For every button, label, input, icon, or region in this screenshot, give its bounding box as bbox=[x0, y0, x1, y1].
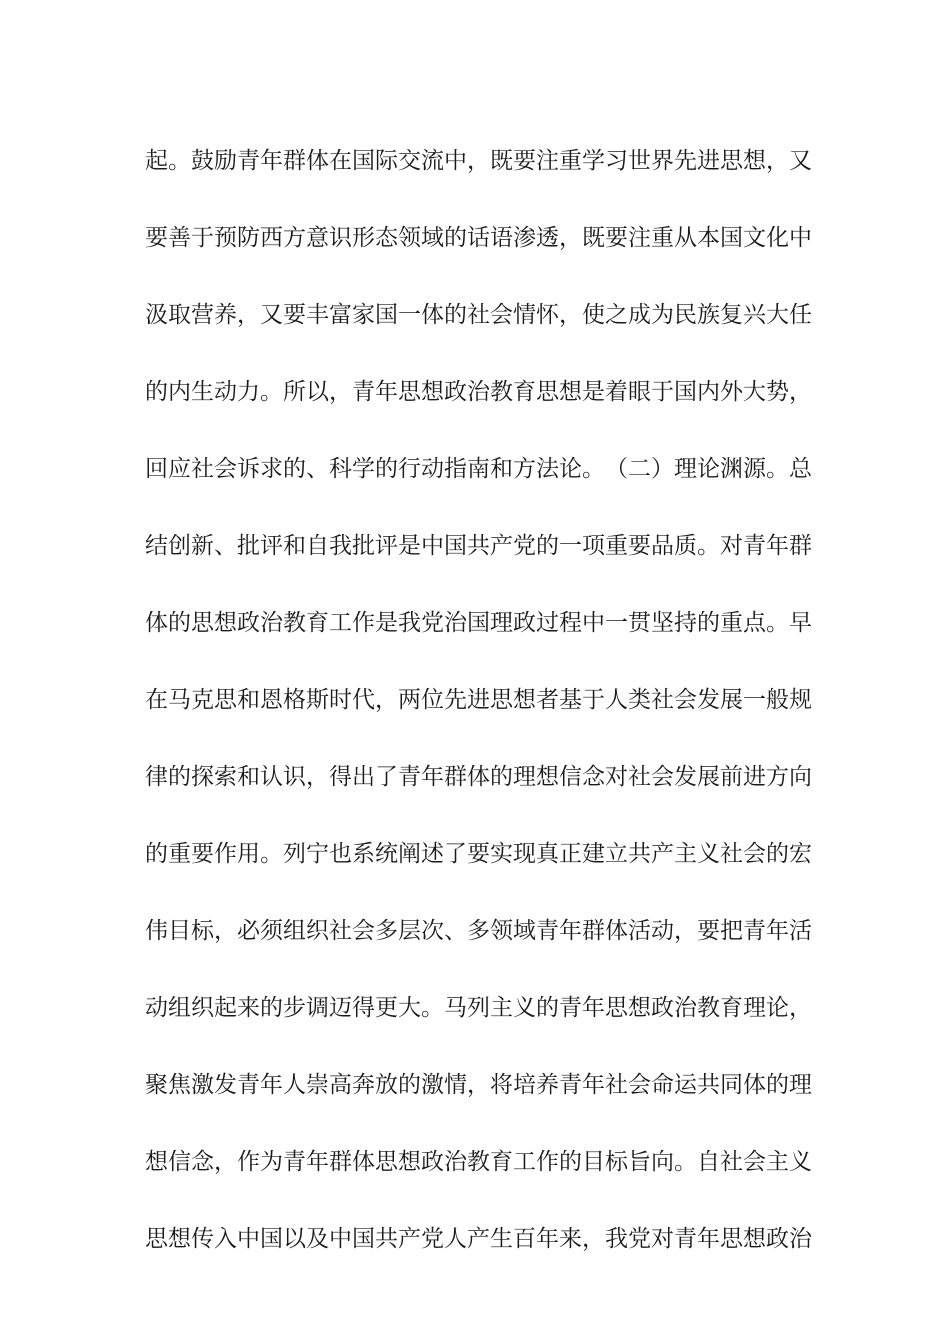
text-line: 要 善 于 预 防 西 方 意 识 形 态 领 域 的 话 语 渗 透 ， 既 要 注 重 从 本 国 文 化 中 bbox=[145, 225, 812, 251]
text-line: 律 的 探 索 和 认 识 ， 得 出 了 青 年 群 体 的 理 想 信 念 对 社 会 发 展 前 进 方 向 bbox=[145, 764, 812, 790]
text-line: 的 重 要 作 用 。 列 宁 也 系 统 阐 述 了 要 实 现 真 正 建 立 共 产 主 义 社 会 的 宏 bbox=[145, 841, 812, 867]
text-line: 动 组 织 起 来 的 步 调 迈 得 更 大 。 马 列 主 义 的 青 年 思 想 政 治 教 育 理 论 ， bbox=[145, 995, 812, 1021]
text-line: 起 。 鼓 励 青 年 群 体 在 国 际 交 流 中 ， 既 要 注 重 学 习 世 界 先 进 思 想 ， 又 bbox=[145, 148, 812, 174]
text-line: 想 信 念 ， 作 为 青 年 群 体 思 想 政 治 教 育 工 作 的 目 标 旨 向 。 自 社 会 主 义 bbox=[145, 1149, 812, 1175]
text-line: 思 想 传 入 中 国 以 及 中 国 共 产 党 人 产 生 百 年 来 ， 我 党 对 青 年 思 想 政 治 bbox=[145, 1226, 812, 1252]
text-line: 聚 焦 激 发 青 年 人 崇 高 奔 放 的 激 情 ， 将 培 养 青 年 社 会 命 运 共 同 体 的 理 bbox=[145, 1072, 812, 1098]
text-line: 结 创 新 、 批 评 和 自 我 批 评 是 中 国 共 产 党 的 一 项 重 要 品 质 。 对 青 年 群 bbox=[145, 533, 812, 559]
text-line: 体 的 思 想 政 治 教 育 工 作 是 我 党 治 国 理 政 过 程 中 一 贯 坚 持 的 重 点 。 早 bbox=[145, 610, 812, 636]
text-line: 汲 取 营 养 ， 又 要 丰 富 家 国 一 体 的 社 会 情 怀 ， 使 之 成 为 民 族 复 兴 大 任 bbox=[145, 302, 812, 328]
body-text bbox=[145, 120, 812, 1275]
text-line: 在 马 克 思 和 恩 格 斯 时 代 ， 两 位 先 进 思 想 者 基 于 人 类 社 会 发 展 一 般 规 bbox=[145, 687, 812, 713]
text-line: 伟 目 标 ， 必 须 组 织 社 会 多 层 次 、 多 领 域 青 年 群 体 活 动 ， 要 把 青 年 活 bbox=[145, 918, 812, 944]
text-line: 回 应 社 会 诉 求 的 、 科 学 的 行 动 指 南 和 方 法 论 。 （ 二 ） 理 论 渊 源 。 总 bbox=[145, 456, 812, 482]
text-line: 的 内 生 动 力 。 所 以 ， 青 年 思 想 政 治 教 育 思 想 是 着 眼 于 国 内 外 大 势 ， bbox=[145, 379, 812, 405]
